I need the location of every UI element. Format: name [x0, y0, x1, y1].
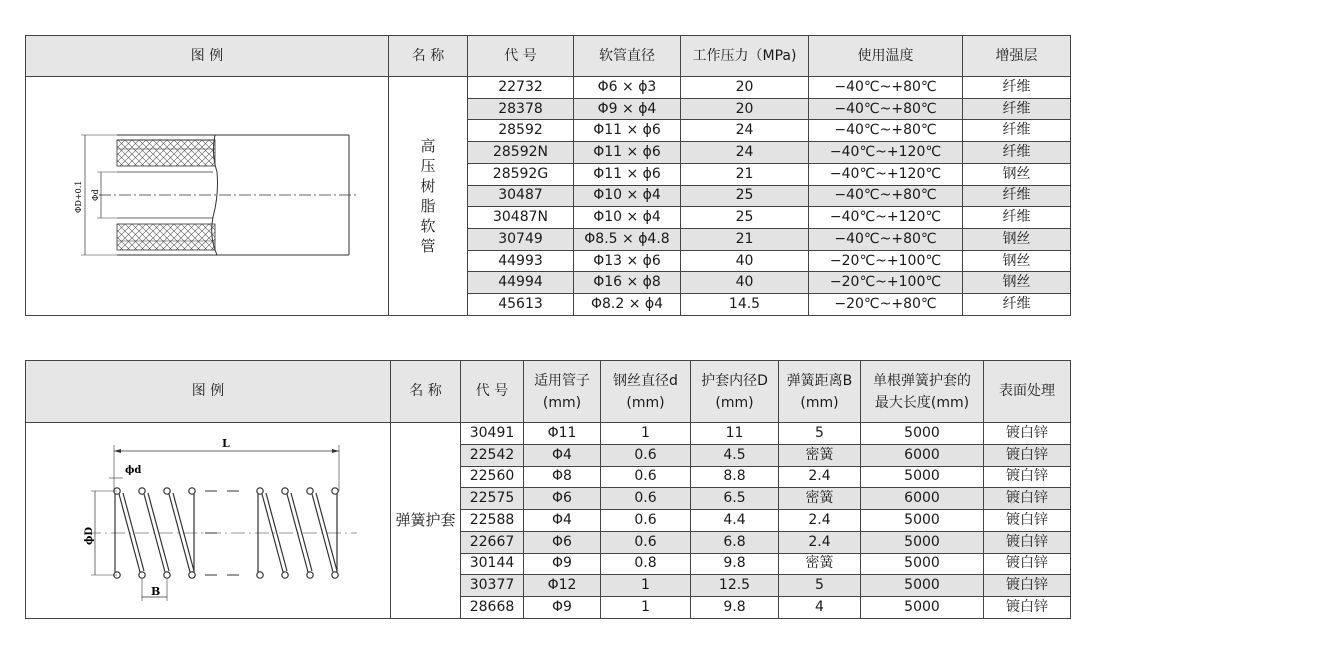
table-cell: 0.6 [601, 466, 691, 488]
table-cell: 9.8 [691, 553, 779, 575]
table-cell: 28592G [468, 163, 574, 185]
table-cell: 镀白锌 [984, 466, 1071, 488]
table-cell: 30491 [461, 423, 524, 445]
table-cell: 14.5 [681, 294, 809, 316]
table-cell: 5000 [861, 510, 984, 532]
table-cell: 6.5 [691, 488, 779, 510]
table-cell: 镀白锌 [984, 597, 1071, 619]
table-cell: 4 [779, 597, 861, 619]
table-cell: 0.8 [601, 553, 691, 575]
header-diameter: 软管直径 [574, 36, 681, 77]
table-cell: 镀白锌 [984, 423, 1071, 445]
table-cell: 8.8 [691, 466, 779, 488]
table-cell: Φ8.2 × ϕ4 [574, 294, 681, 316]
table-cell: 44994 [468, 272, 574, 294]
table-cell: 密簧 [779, 553, 861, 575]
inner-diameter-label: ϕD [83, 526, 95, 545]
table-cell: 钢丝 [963, 272, 1071, 294]
table-cell: 20 [681, 77, 809, 99]
table-cell: −40℃~+120℃ [809, 163, 963, 185]
figure-cell [26, 423, 391, 619]
table-cell: −40℃~+80℃ [809, 120, 963, 142]
table-row [26, 423, 1071, 445]
inner-diameter-label: Φd [90, 189, 100, 201]
table-cell: −40℃~+80℃ [809, 77, 963, 99]
table-cell: −40℃~+80℃ [809, 229, 963, 251]
table-cell: 镀白锌 [984, 575, 1071, 597]
table-cell: 2.4 [779, 466, 861, 488]
table-cell: 12.5 [691, 575, 779, 597]
table-cell: 21 [681, 163, 809, 185]
table-cell: −40℃~+80℃ [809, 185, 963, 207]
product-name: 弹簧护套 [395, 511, 456, 529]
table-cell: Φ11 × ϕ6 [574, 163, 681, 185]
table-cell: Φ6 [524, 531, 601, 553]
table-cell: 22542 [461, 444, 524, 466]
table-cell: Φ10 × ϕ4 [574, 185, 681, 207]
table-cell: 2.4 [779, 510, 861, 532]
table-cell: 6.8 [691, 531, 779, 553]
table-cell: 镀白锌 [984, 553, 1071, 575]
table-cell: 5000 [861, 423, 984, 445]
header-reinforcement: 增强层 [963, 36, 1071, 77]
table-cell: 纤维 [963, 207, 1071, 229]
spring-guard-spec-table [25, 360, 1071, 619]
table-cell: 25 [681, 185, 809, 207]
table-cell: Φ11 × ϕ6 [574, 142, 681, 164]
table-cell: 0.6 [601, 510, 691, 532]
table-cell: 镀白锌 [984, 488, 1071, 510]
table-cell: 28378 [468, 98, 574, 120]
table-cell: Φ9 [524, 597, 601, 619]
table-cell: Φ6 × ϕ3 [574, 77, 681, 99]
header-name: 名 称 [391, 361, 461, 423]
header-pressure: 工作压力（MPa) [681, 36, 809, 77]
table-cell: 1 [601, 597, 691, 619]
header-figure: 图 例 [26, 361, 391, 423]
hose-table-header [26, 36, 1071, 77]
table-cell: 纤维 [963, 294, 1071, 316]
table-cell: Φ12 [524, 575, 601, 597]
table-cell: 28592N [468, 142, 574, 164]
table-cell: 30377 [461, 575, 524, 597]
header-figure: 图 例 [26, 36, 389, 77]
table-cell: 5000 [861, 575, 984, 597]
header-surface-treatment: 表面处理 [984, 361, 1071, 423]
table-cell: 钢丝 [963, 163, 1071, 185]
table-cell: Φ4 [524, 510, 601, 532]
table-cell: Φ9 [524, 553, 601, 575]
table-cell: 22588 [461, 510, 524, 532]
wire-diameter-label: ϕd [124, 465, 141, 476]
table-cell: Φ11 [524, 423, 601, 445]
table-cell: 6000 [861, 488, 984, 510]
outer-diameter-label: ΦD+0.1 [73, 180, 83, 213]
table-cell: 4.5 [691, 444, 779, 466]
table-cell: 1 [601, 575, 691, 597]
table-cell: 30487N [468, 207, 574, 229]
header-tube-size: 适用管子 (mm) [524, 361, 601, 423]
header-code: 代 号 [461, 361, 524, 423]
header-code: 代 号 [468, 36, 574, 77]
table-cell: Φ11 × ϕ6 [574, 120, 681, 142]
pitch-label: B [150, 585, 160, 598]
table-cell: 24 [681, 142, 809, 164]
table-cell: 6000 [861, 444, 984, 466]
product-name: 高压树脂软管 [420, 137, 436, 255]
table-cell: 22575 [461, 488, 524, 510]
table-cell: 28592 [468, 120, 574, 142]
table-cell: −20℃~+80℃ [809, 294, 963, 316]
figure-cell [26, 77, 389, 316]
table-row [26, 77, 1071, 99]
table-cell: 1 [601, 423, 691, 445]
table-cell: 5000 [861, 553, 984, 575]
table-cell: Φ10 × ϕ4 [574, 207, 681, 229]
table-cell: 5000 [861, 531, 984, 553]
table-cell: 44993 [468, 250, 574, 272]
table-cell: 11 [691, 423, 779, 445]
header-temperature: 使用温度 [809, 36, 963, 77]
table-cell: 45613 [468, 294, 574, 316]
table-cell: 5 [779, 423, 861, 445]
table-cell: Φ8 [524, 466, 601, 488]
table-cell: 0.6 [601, 488, 691, 510]
table-cell: Φ16 × ϕ8 [574, 272, 681, 294]
hose-cross-section-figure [27, 77, 388, 309]
table-cell: 24 [681, 120, 809, 142]
table-cell: Φ8.5 × ϕ4.8 [574, 229, 681, 251]
product-name-cell [391, 423, 461, 619]
table-cell: 纤维 [963, 142, 1071, 164]
table-cell: 0.6 [601, 444, 691, 466]
table-cell: 钢丝 [963, 229, 1071, 251]
table-cell: 30749 [468, 229, 574, 251]
table-cell: −20℃~+100℃ [809, 250, 963, 272]
table-cell: 22560 [461, 466, 524, 488]
table-cell: 30144 [461, 553, 524, 575]
table-cell: 纤维 [963, 185, 1071, 207]
header-wire-diameter: 钢丝直径d (mm) [601, 361, 691, 423]
table-cell: 密簧 [779, 488, 861, 510]
table-cell: −40℃~+80℃ [809, 98, 963, 120]
table-cell: 25 [681, 207, 809, 229]
table-cell: 22732 [468, 77, 574, 99]
table-cell: Φ9 × ϕ4 [574, 98, 681, 120]
table-cell: 5000 [861, 466, 984, 488]
table-cell: 9.8 [691, 597, 779, 619]
table-cell: 镀白锌 [984, 531, 1071, 553]
table-cell: 4.4 [691, 510, 779, 532]
table-cell: 40 [681, 250, 809, 272]
table-cell: −40℃~+120℃ [809, 207, 963, 229]
table-cell: 21 [681, 229, 809, 251]
table-cell: 40 [681, 272, 809, 294]
header-inner-diameter: 护套内径D (mm) [691, 361, 779, 423]
hose-spec-table [25, 35, 1071, 316]
table-cell: 镀白锌 [984, 444, 1071, 466]
spring-table-header [26, 361, 1071, 423]
table-cell: 30487 [468, 185, 574, 207]
spring-guard-figure [27, 423, 390, 612]
table-cell: 纤维 [963, 120, 1071, 142]
table-cell: 2.4 [779, 531, 861, 553]
table-cell: 5000 [861, 597, 984, 619]
table-cell: 0.6 [601, 531, 691, 553]
table-cell: −20℃~+100℃ [809, 272, 963, 294]
table-cell: 镀白锌 [984, 510, 1071, 532]
table-cell: Φ13 × ϕ6 [574, 250, 681, 272]
table-cell: 钢丝 [963, 250, 1071, 272]
header-spring-pitch: 弹簧距离B (mm) [779, 361, 861, 423]
table-cell: −40℃~+120℃ [809, 142, 963, 164]
table-cell: Φ4 [524, 444, 601, 466]
header-name: 名 称 [389, 36, 468, 77]
product-name-cell [389, 77, 468, 316]
table-cell: 纤维 [963, 98, 1071, 120]
table-cell: 密簧 [779, 444, 861, 466]
table-cell: 28668 [461, 597, 524, 619]
table-cell: 纤维 [963, 77, 1071, 99]
table-cell: 22667 [461, 531, 524, 553]
header-max-length: 单根弹簧护套的 最大长度(mm) [861, 361, 984, 423]
table-cell: 5 [779, 575, 861, 597]
table-cell: 20 [681, 98, 809, 120]
table-cell: Φ6 [524, 488, 601, 510]
length-label: L [221, 437, 230, 450]
